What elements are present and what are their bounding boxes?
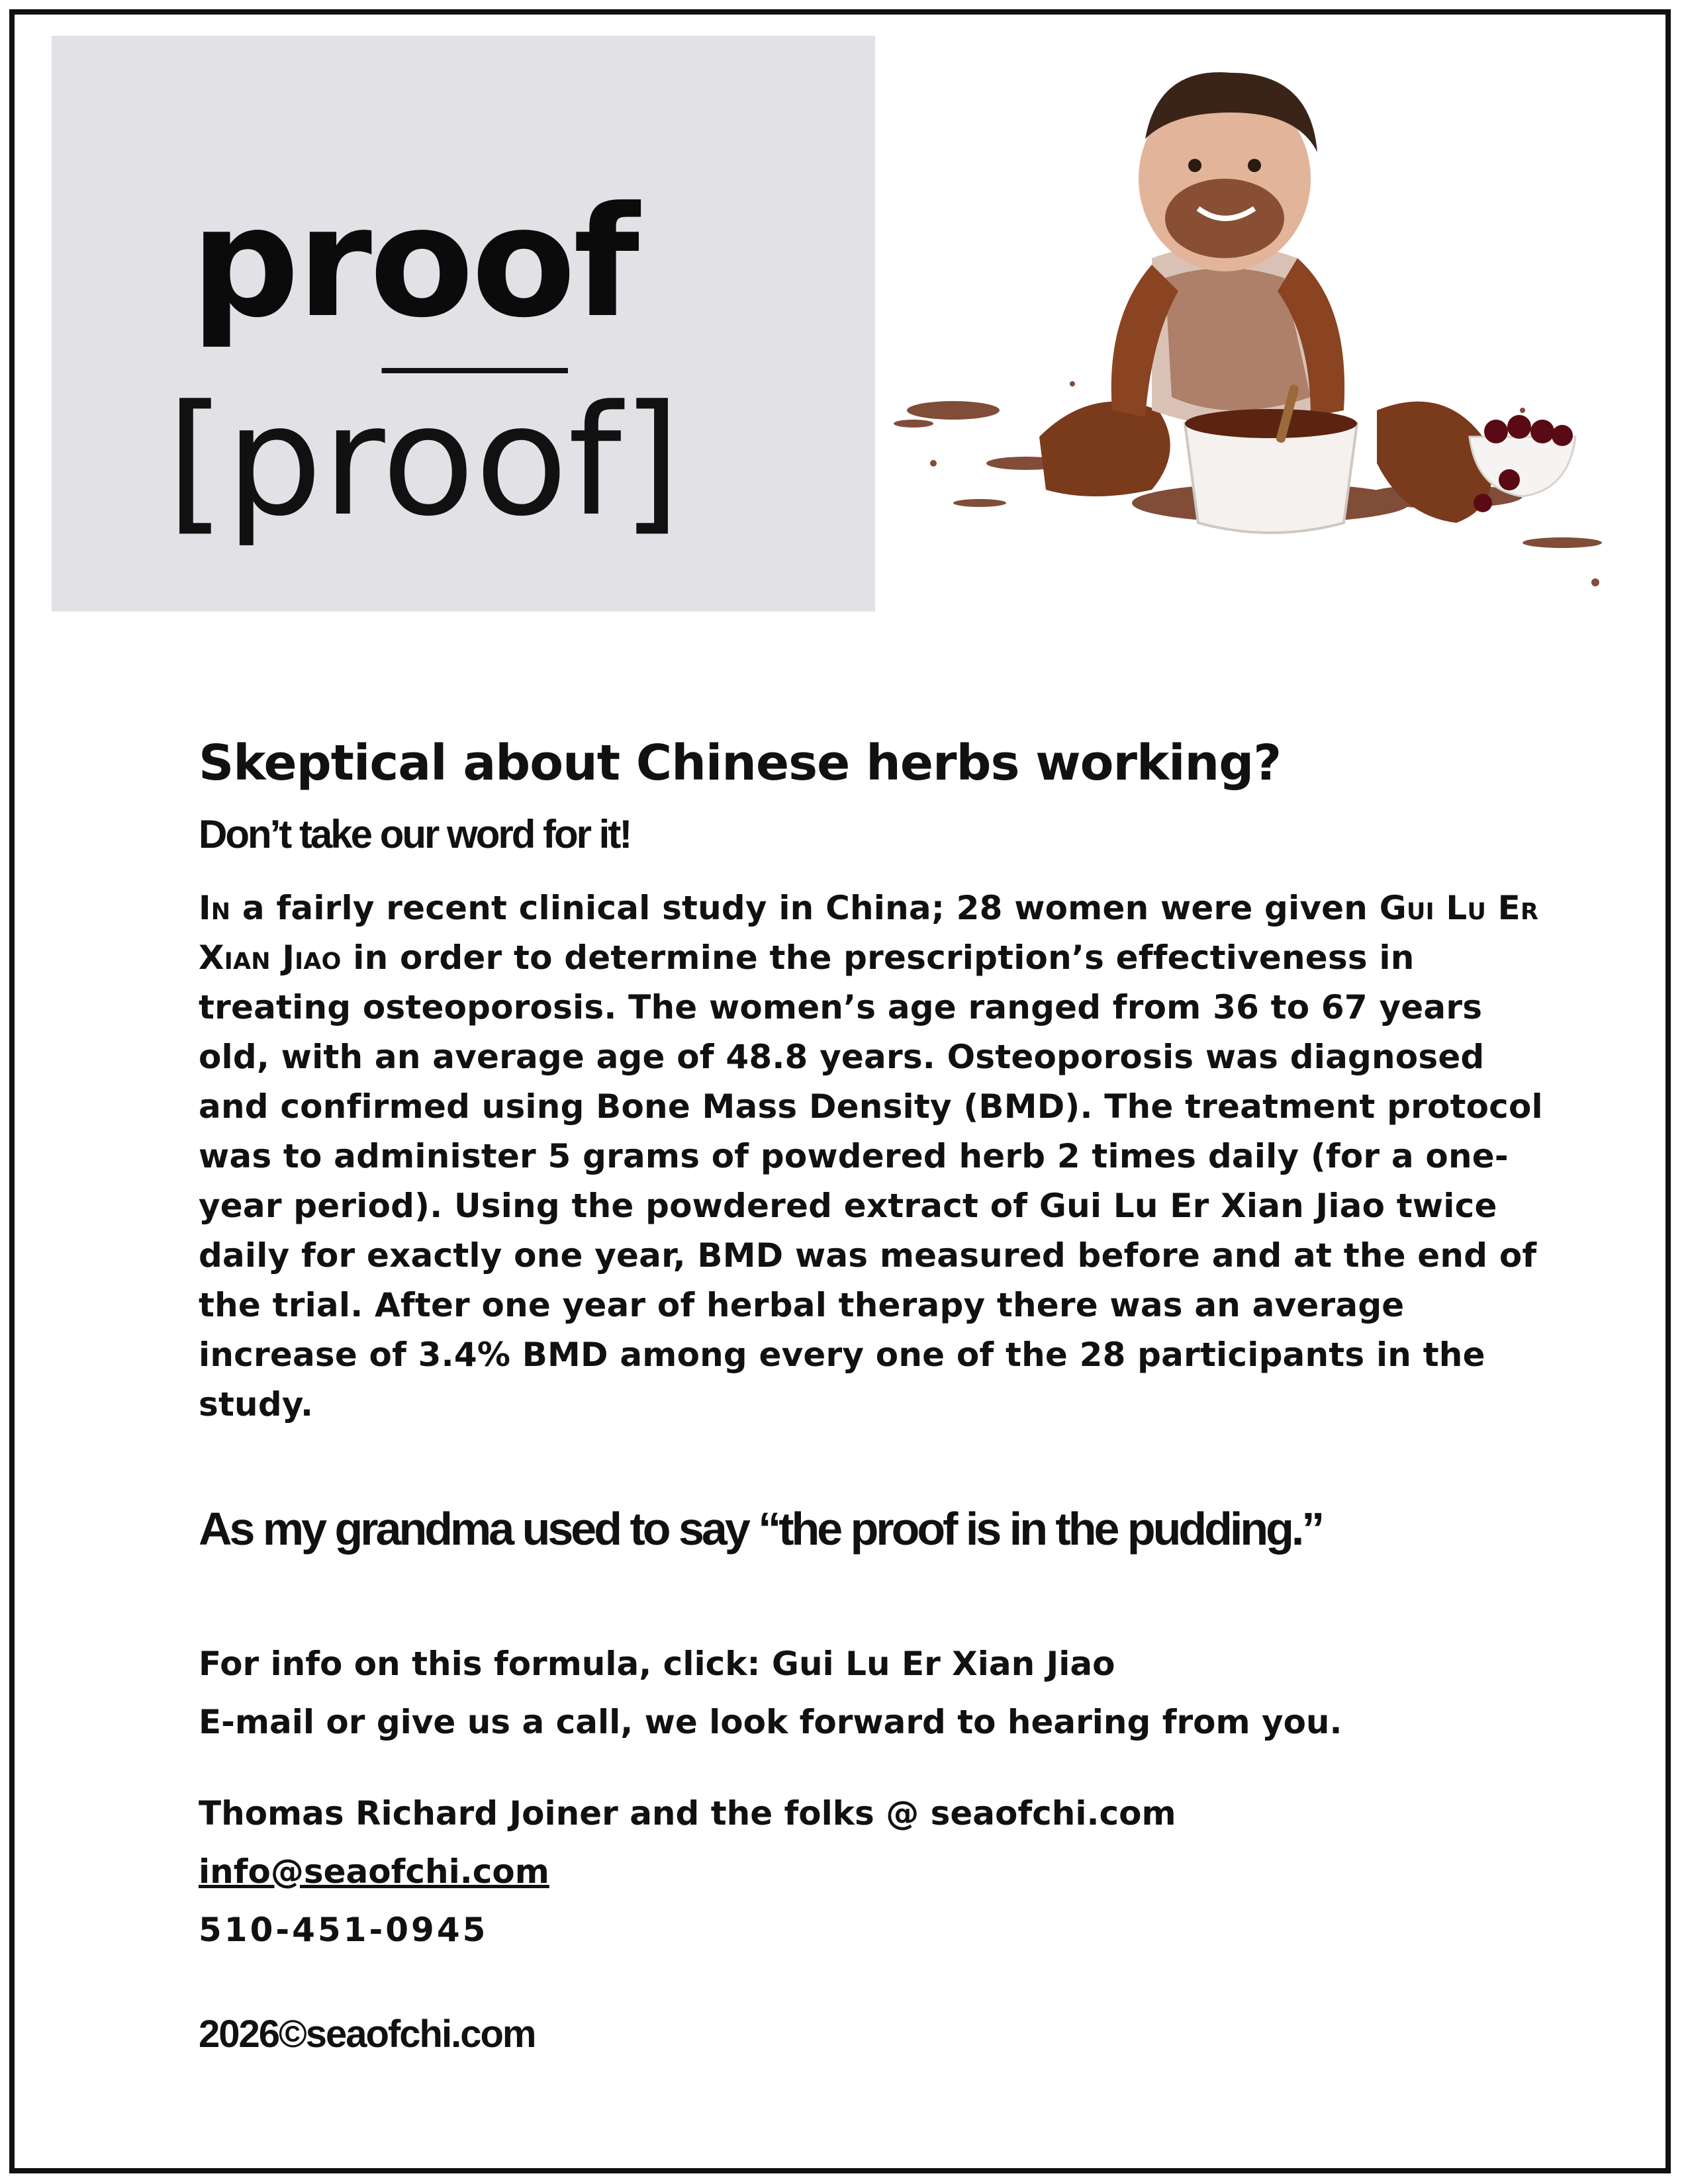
info-line-prefix: For info on this formula, click: xyxy=(199,1645,772,1683)
copyright: 2026©seaofchi.com xyxy=(199,2013,536,2056)
grandma-quote: As my grandma used to say “the proof is in the pudding.” xyxy=(199,1503,1323,1555)
definition-word: proof xyxy=(190,175,637,351)
body-part-1: a fairly recent clinical study in China; 28 women were given xyxy=(230,889,1380,927)
info-block xyxy=(199,1635,1562,1751)
phone-number: 510-451-0945 xyxy=(199,1911,489,1949)
formula-link[interactable]: Gui Lu Er Xian Jiao xyxy=(771,1645,1115,1683)
info-line-formula xyxy=(199,1635,1562,1693)
contact-name: Thomas Richard Joiner and the folks @ seaofchi.com xyxy=(199,1794,1176,1833)
contact-block xyxy=(199,1784,1562,1959)
pronunciation-suffix: f] xyxy=(567,373,681,550)
article-subheading: Don’t take our word for it! xyxy=(199,812,631,856)
article-heading: Skeptical about Chinese herbs working? xyxy=(199,735,1282,792)
body-lead-in: In xyxy=(199,889,231,927)
definition-pronunciation xyxy=(52,373,875,550)
child-with-pudding-photo xyxy=(874,40,1642,615)
pronunciation-macron: $\overline{oo}$ xyxy=(381,373,568,550)
article-body xyxy=(199,884,1562,1430)
formula-name: Gui Lu Er Xian Jiao xyxy=(199,889,1539,977)
email-link[interactable]: info@seaofchi.com xyxy=(199,1852,549,1891)
info-line-contact: E-mail or give us a call, we look forward to hearing from you. xyxy=(199,1703,1342,1741)
definition-box xyxy=(52,36,875,612)
main-content xyxy=(199,735,1562,2056)
pronunciation-prefix: [pr xyxy=(166,373,382,550)
body-part-2: in order to determine the prescription’s effectiveness in treating osteoporosis. The women’s age ranged from 36 to 67 years old, with an average age of 48.8 years. Osteoporosis was diagnosed and confirmed using Bone Mass Density (BMD). The treatment protocol was to administer 5 grams of powdered herb 2 times daily (for a one-year period). Using the powdered extract of Gui Lu Er Xian Jiao twice daily for exactly one year, BMD was measured before and at the end of the trial. After one year of herbal therapy there was an average increase of 3.4% BMD among every one of the 28 participants in the study. xyxy=(199,938,1543,1424)
